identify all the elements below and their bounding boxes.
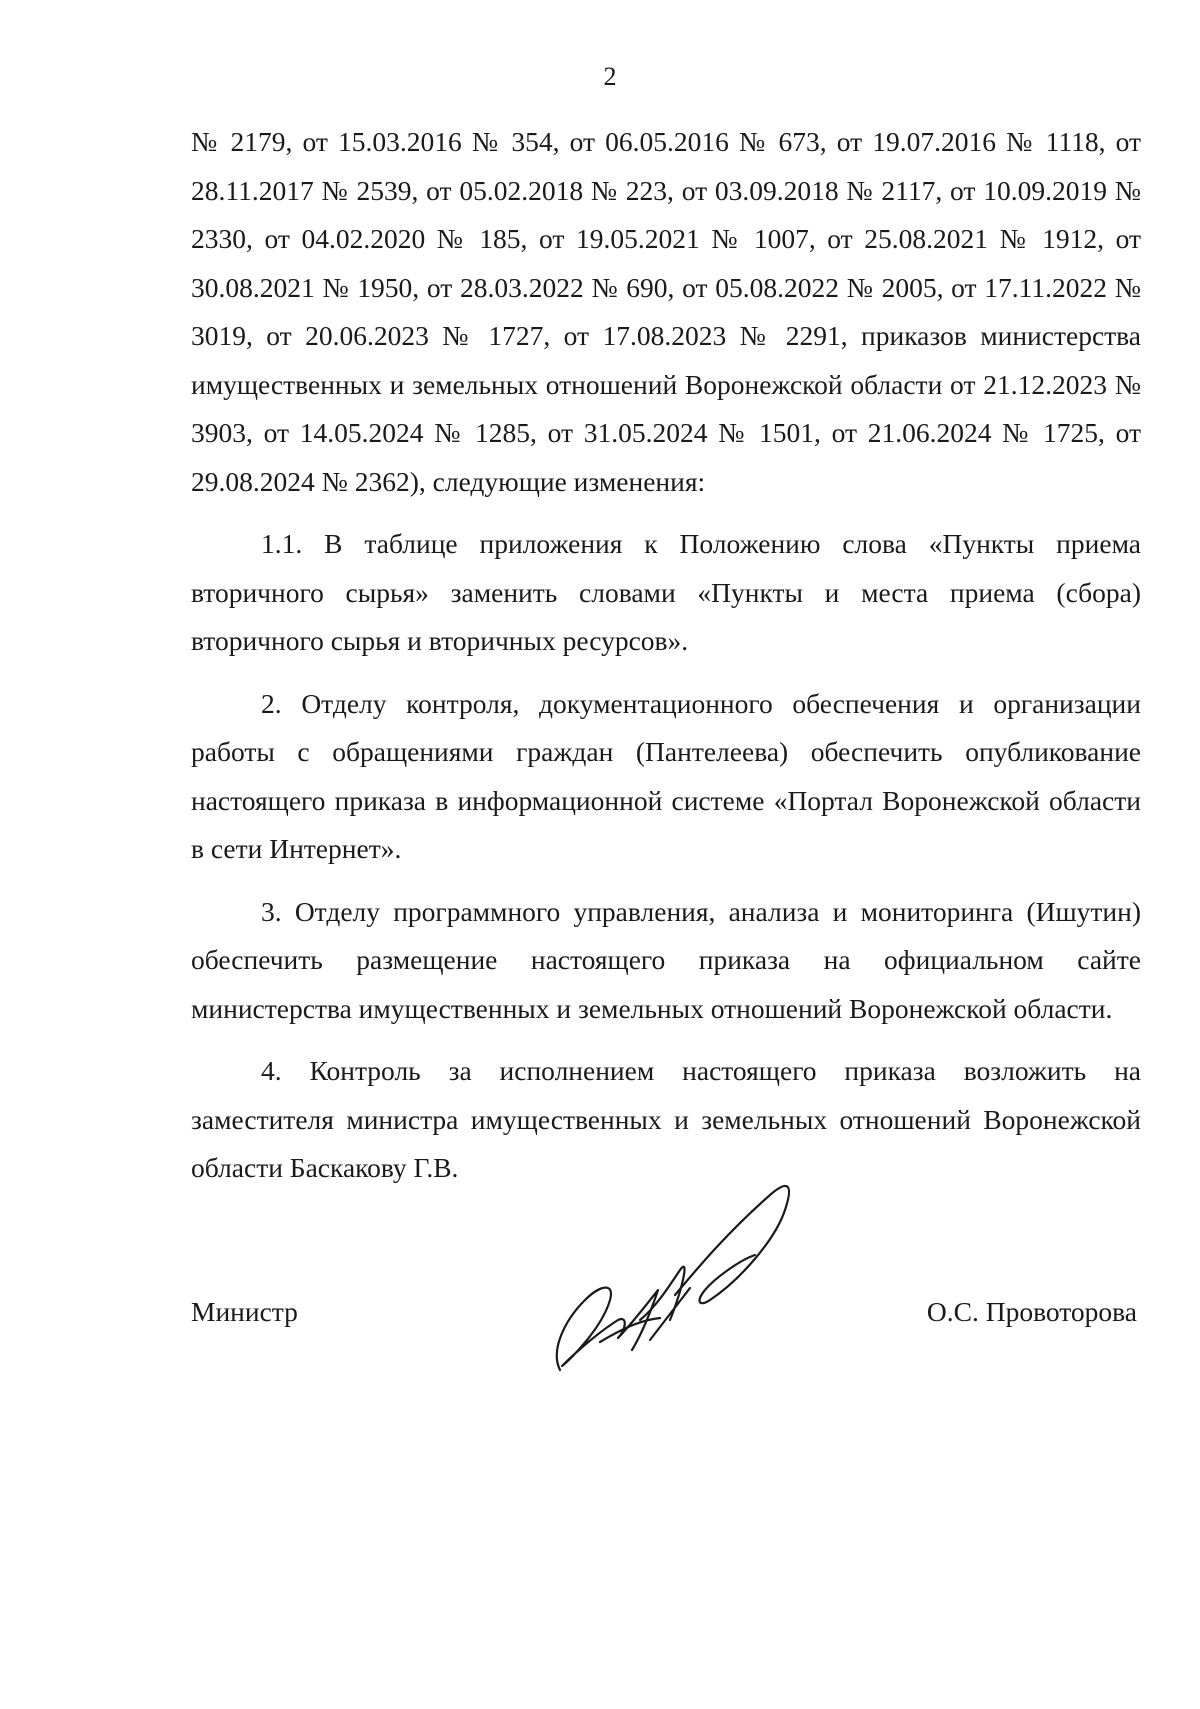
paragraph-item-4: 4. Контроль за исполнением настоящего приказа возложить на заместителя министра имущественных и земельных отношений Воронежской области Баскакову Г.В. [191, 1055, 1141, 1183]
paragraph-gap [191, 1033, 1141, 1047]
document-body [191, 118, 1141, 1193]
paragraph-item-3: 3. Отделу программного управления, анализа и мониторинга (Ишутин) обеспечить размещение настоящего приказа на официальном сайте министерства имущественных и земельных отношений Воронежской области. [191, 895, 1141, 1024]
paragraph-item-1-1: 1.1. В таблице приложения к Положению слова «Пункты приема вторичного сырья» заменить словами «Пункты и места приема (сбора) вторичного сырья и вторичных ресурсов». [191, 528, 1141, 656]
page-number: 2 [603, 62, 617, 91]
paragraph-amendment-references: № 2179, от 15.03.2016 № 354, от 06.05.2016 № 673, от 19.07.2016 № 1118, от 28.11.2017 № 2539, от 05.02.2018 № 223, от 03.09.2018 № 2117, от 10.09.2019 № 2330, от 04.02.2020 № 185, от 19.05.2021 № 1007, от 25.08.2021 № 1912, от 30.08.2021 № 1950, от 28.03.2022 № 690, от 05.08.2022 № 2005, от 17.11.2022 № 3019, от 20.06.2023 № 1727, от 17.08.2023 № 2291, приказов министерства имущественных и земельных отношений Воронежской области от 21.12.2023 № 3903, от 14.05.2024 № 1285, от 31.05.2024 № 1501, от 21.06.2024 № 1725, от 29.08.2024 № 2362), следующие изменения: [191, 126, 1141, 497]
paragraph-gap [191, 666, 1141, 680]
paragraph-gap [191, 506, 1141, 520]
paragraph-gap [191, 874, 1141, 888]
signer-name: О.С. Провоторова [926, 1296, 1137, 1327]
signature-row [191, 1292, 1141, 1332]
handwritten-signature-icon [540, 1170, 840, 1390]
signer-position: Министр [191, 1296, 298, 1327]
paragraph-item-2: 2. Отделу контроля, документационного обеспечения и организации работы с обращениями граждан (Пантелеева) обеспечить опубликование настоящего приказа в информационной системе «Портал Воронежской области в сети Интернет». [191, 687, 1141, 864]
